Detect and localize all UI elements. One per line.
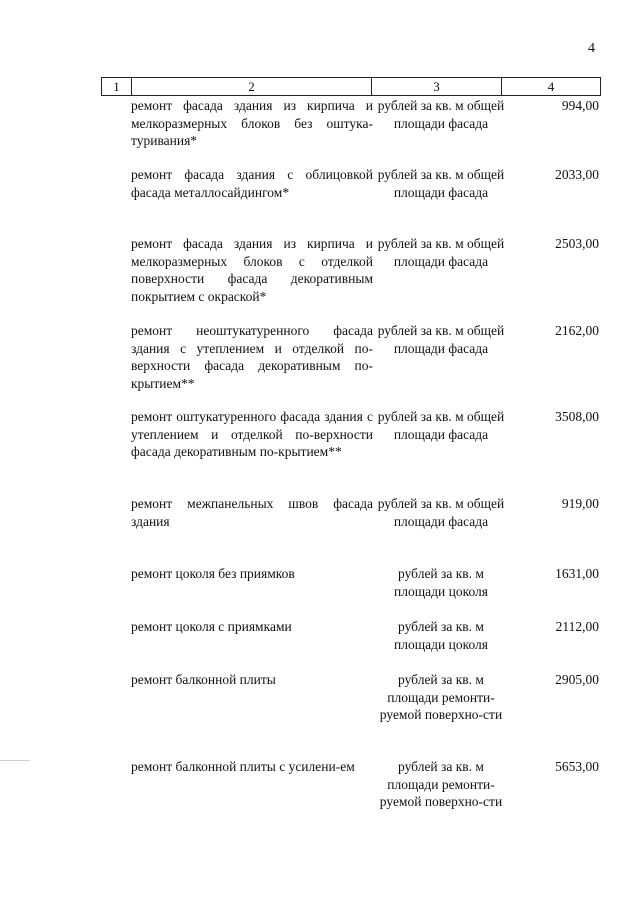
header-col-4: 4 xyxy=(547,79,555,94)
row-value: 5653,00 xyxy=(555,759,599,774)
row-unit: рублей за кв. м общей площади фасада xyxy=(377,236,505,269)
row-description: ремонт фасада здания из кирпича и мелкоразмерных блоков с отделкой поверхности фасада декоративным покрытием с окраской* xyxy=(131,236,373,304)
row-unit: рублей за кв. м общей площади фасада xyxy=(377,323,505,356)
row-unit: рублей за кв. м общей площади фасада xyxy=(377,496,505,529)
row-unit: рублей за кв. м площади цоколя xyxy=(394,566,488,599)
scan-margin-mark xyxy=(0,760,30,761)
row-description: ремонт фасада здания из кирпича и мелкоразмерных блоков без оштука-туривания* xyxy=(131,98,373,148)
row-value: 2503,00 xyxy=(555,236,599,251)
row-description: ремонт оштукатуренного фасада здания с утеплением и отделкой по-верхности фасада декоративным по-крытием** xyxy=(131,409,373,459)
header-col-2: 2 xyxy=(132,78,372,95)
row-value: 1631,00 xyxy=(555,566,599,581)
row-description: ремонт фасада здания с облицовкой фасада металлосайдингом* xyxy=(131,167,373,200)
header-col-1: 1 xyxy=(102,78,132,95)
row-value: 2162,00 xyxy=(555,323,599,338)
row-unit: рублей за кв. м площади цоколя xyxy=(394,619,488,652)
row-description: ремонт балконной плиты xyxy=(131,672,276,687)
row-value: 2112,00 xyxy=(555,619,599,634)
row-value: 2033,00 xyxy=(555,167,599,182)
header-col-3: 3 xyxy=(372,78,502,95)
row-value: 994,00 xyxy=(561,98,599,113)
page-number: 4 xyxy=(588,41,595,56)
row-description: ремонт цоколя с приямками xyxy=(131,619,292,634)
table-header xyxy=(101,77,601,96)
row-unit: рублей за кв. м площади ремонти-руемой поверхно-сти xyxy=(379,672,503,722)
row-unit: рублей за кв. м общей площади фасада xyxy=(377,98,505,131)
row-description: ремонт неоштукатуренного фасада здания с утеплением и отделкой по-верхности фасада декоративным по-крытием** xyxy=(131,323,373,391)
row-description: ремонт балконной плиты с усилени-ем xyxy=(131,759,355,774)
row-description: ремонт цоколя без приямков xyxy=(131,566,295,581)
row-unit: рублей за кв. м общей площади фасада xyxy=(377,167,505,200)
row-unit: рублей за кв. м площади ремонти-руемой поверхно-сти xyxy=(379,759,503,809)
row-value: 3508,00 xyxy=(555,409,599,424)
row-value: 919,00 xyxy=(561,496,599,511)
row-unit: рублей за кв. м общей площади фасада xyxy=(377,409,505,442)
row-description: ремонт межпанельных швов фасада здания xyxy=(131,496,373,529)
row-value: 2905,00 xyxy=(555,672,599,687)
